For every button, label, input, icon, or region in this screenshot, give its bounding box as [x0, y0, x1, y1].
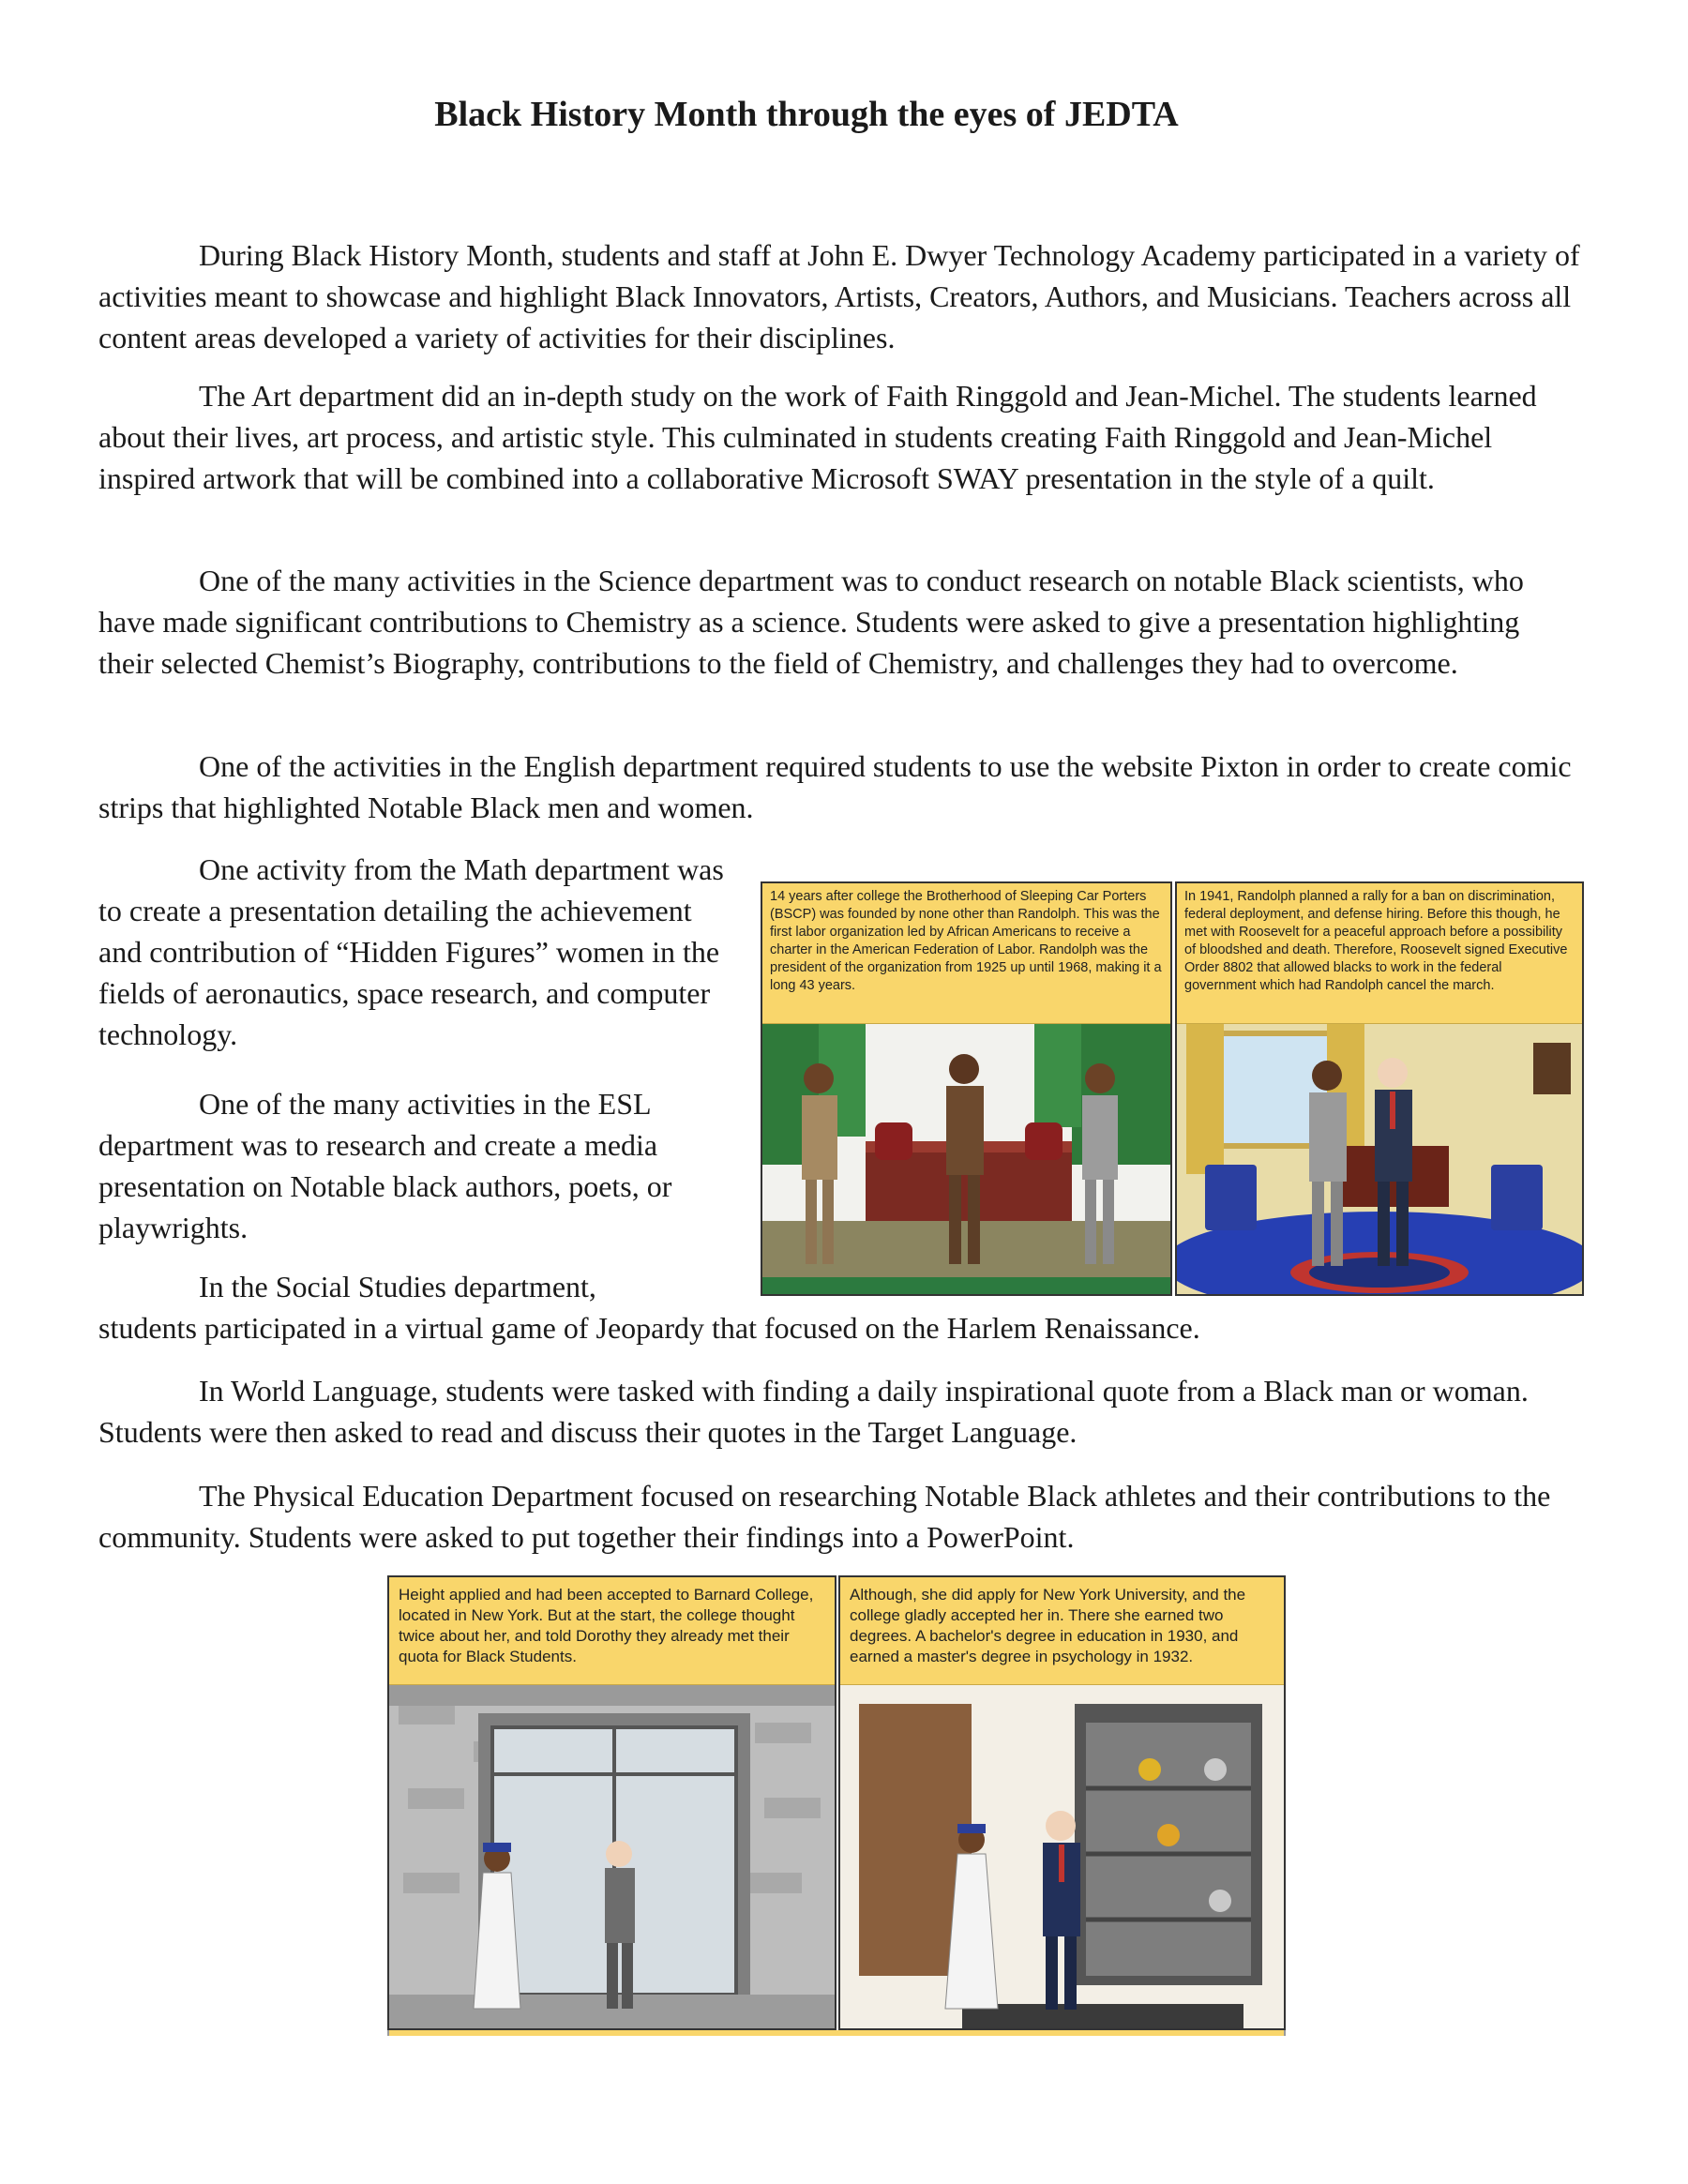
social-studies-line-2: students participated in a virtual game of Jeopardy that focused on the Harlem Renaissance. [98, 1311, 1200, 1345]
comic-caption: 14 years after college the Brotherhood of Sleeping Car Porters (BSCP) was founded by none other than Randolph. This was the first labor organization led by African Americans to receive a charter in the American Federation of Labor. Randolph was the president of the organization from 1925 up until 1968, making it a long 43 years. [762, 883, 1170, 1024]
science-paragraph: One of the many activities in the Science department was to conduct research on notable Black scientists, who have made significant contributions to Chemistry as a science. Students were asked to give a presentation highlighting their selected Chemist’s Biography, contributions to the field of Chemistry, and challenges they had to overcome. [98, 564, 1524, 680]
comic-illustration [1177, 1024, 1582, 1294]
comic-caption: In 1941, Randolph planned a rally for a ban on discrimination, federal deployment, and defense hiring. Before this though, he met with Roosevelt for a peaceful approach before a possibility of bloodshed and death. Therefore, Roosevelt signed Executive Order 8802 that allowed blacks to work in the federal government which had Randolph cancel the march. [1177, 883, 1582, 1024]
comic-panel-nyu [838, 1575, 1286, 2030]
comic-illustration [389, 1685, 835, 2028]
comic-next-row-edge [387, 2030, 1286, 2036]
page-title: Black History Month through the eyes of JEDTA [434, 95, 1179, 134]
comic-caption: Although, she did apply for New York University, and the college gladly accepted her in. There she earned two degrees. A bachelor's degree in education in 1930, and earned a master's degree in psychology in 1932. [840, 1577, 1284, 1685]
physical-education-paragraph: The Physical Education Department focused on researching Notable Black athletes and their contributions to the community. Students were asked to put together their findings into a PowerPoint. [98, 1479, 1551, 1554]
comic-caption: Height applied and had been accepted to Barnard College, located in New York. But at the start, the college thought twice about her, and told Dorothy they already met their quota for Black Students. [389, 1577, 835, 1685]
comic-panel-barnard [387, 1575, 836, 2030]
art-paragraph: The Art department did an in-depth study on the work of Faith Ringgold and Jean-Michel. The students learned about their lives, art process, and artistic style. This culminated in students creating Faith Ringgold and Jean-Michel inspired artwork that will be combined into a collaborative Microsoft SWAY presentation in the style of a quilt. [98, 379, 1537, 495]
comic-illustration [840, 1685, 1284, 2028]
social-studies-line-1: In the Social Studies department, [199, 1270, 596, 1303]
comic-panel-bscp [761, 881, 1172, 1296]
comic-panel-oval-office [1175, 881, 1584, 1296]
english-paragraph: One of the activities in the English department required students to use the website Pixton in order to create comic strips that highlighted Notable Black men and women. [98, 749, 1572, 824]
world-language-paragraph: In World Language, students were tasked with finding a daily inspirational quote from a Black man or woman. Students were then asked to read and discuss their quotes in the Target Language. [98, 1374, 1529, 1449]
esl-paragraph: One of the many activities in the ESL department was to research and create a media presentation on Notable black authors, poets, or playwrights. [98, 1087, 672, 1244]
math-paragraph: One activity from the Math department was to create a presentation detailing the achievement and contribution of “Hidden Figures” women in the fields of aeronautics, space research, and computer technology. [98, 852, 724, 1051]
intro-paragraph: During Black History Month, students and staff at John E. Dwyer Technology Academy participated in a variety of activities meant to showcase and highlight Black Innovators, Artists, Creators, Authors, and Musicians. Teachers across all content areas developed a variety of activities for their disciplines. [98, 238, 1580, 354]
comic-illustration [762, 1024, 1170, 1294]
